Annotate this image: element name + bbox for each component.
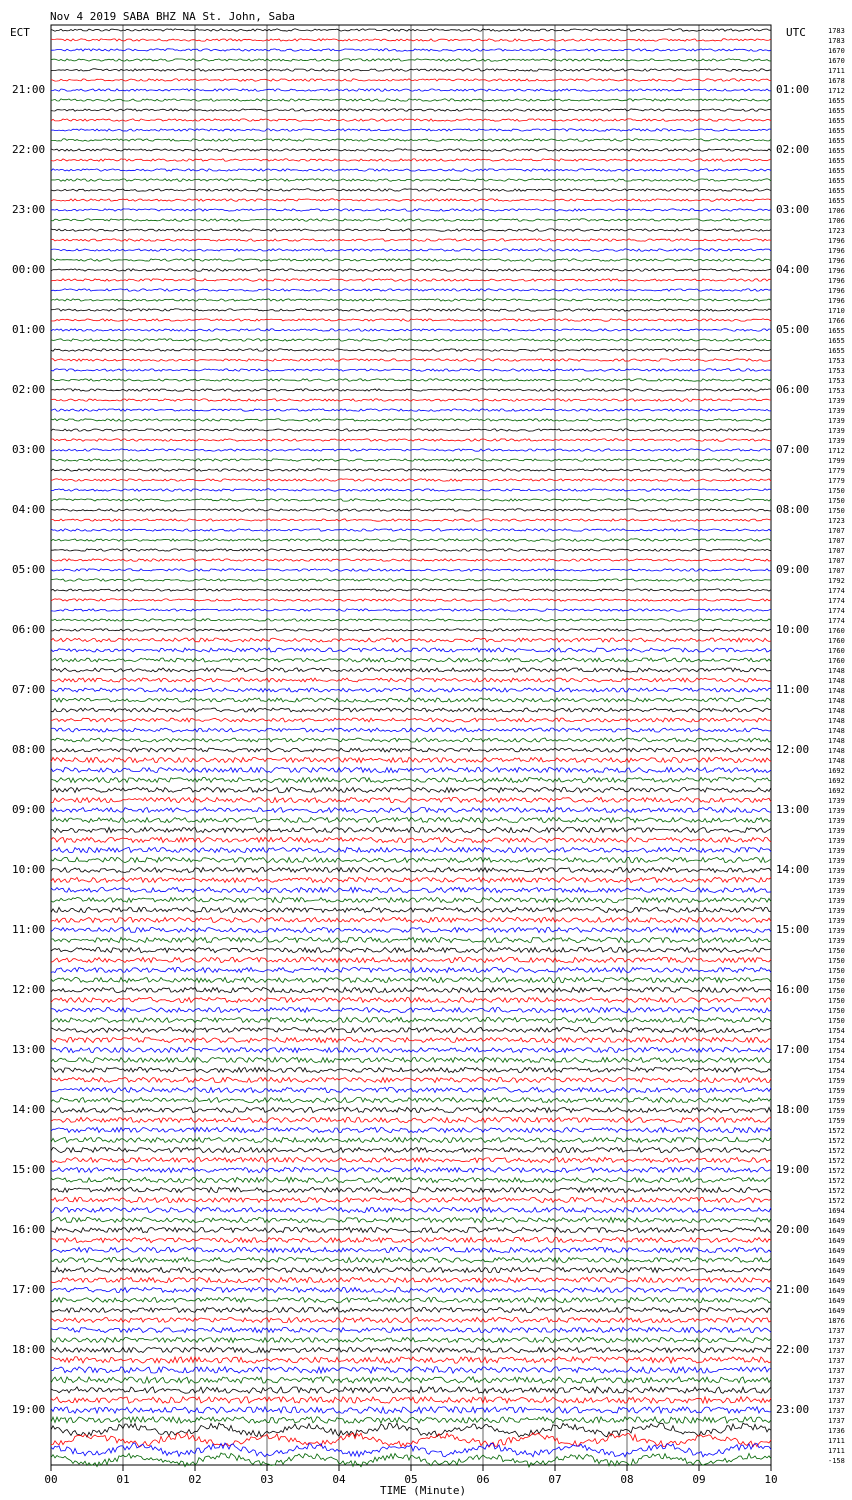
right-hour-label: 15:00 <box>776 923 810 936</box>
trace-scale-label: 1739 <box>828 827 845 835</box>
trace-scale-label: 1748 <box>828 717 845 725</box>
left-hour-label: 17:00 <box>12 1283 46 1296</box>
trace-scale-label: 1739 <box>828 817 845 825</box>
trace-scale-label: 1750 <box>828 507 845 515</box>
trace-scale-label: 1737 <box>828 1377 845 1385</box>
trace-scale-label: 1707 <box>828 557 845 565</box>
trace-scale-label: 1655 <box>828 97 845 105</box>
trace-scale-label: 1692 <box>828 777 845 785</box>
trace-scale-label: -158 <box>828 1457 845 1465</box>
left-hour-label: 15:00 <box>12 1163 46 1176</box>
trace-scale-label: 1792 <box>828 577 845 585</box>
trace-scale-label: 1739 <box>828 397 845 405</box>
trace-scale-label: 1572 <box>828 1127 845 1135</box>
left-hour-label: 04:00 <box>12 503 46 516</box>
trace-scale-label: 1779 <box>828 467 845 475</box>
trace-scale-label: 1655 <box>828 347 845 355</box>
trace-scale-label: 1739 <box>828 887 845 895</box>
left-hour-label: 21:00 <box>12 83 46 96</box>
left-hour-labels <box>12 83 45 1416</box>
trace-scale-label: 1737 <box>828 1337 845 1345</box>
left-hour-label: 05:00 <box>12 563 46 576</box>
trace-scale-label: 1736 <box>828 1427 845 1435</box>
right-timezone-label: UTC <box>786 26 806 39</box>
trace-scale-label: 1750 <box>828 977 845 985</box>
trace-scale-label: 1737 <box>828 1357 845 1365</box>
trace-scale-label: 1692 <box>828 767 845 775</box>
trace-scale-label: 1655 <box>828 167 845 175</box>
x-tick-label: 06 <box>476 1473 490 1486</box>
trace-scale-label: 1739 <box>828 897 845 905</box>
trace-scale-label: 1711 <box>828 1437 845 1445</box>
trace-scale-label: 1655 <box>828 337 845 345</box>
trace-scale-label: 1655 <box>828 327 845 335</box>
trace-scale-label: 1655 <box>828 197 845 205</box>
trace-scale-label: 1572 <box>828 1137 845 1145</box>
trace-scale-label: 1739 <box>828 407 845 415</box>
trace-scale-label: 1649 <box>828 1227 845 1235</box>
left-hour-label: 16:00 <box>12 1223 46 1236</box>
trace-scale-label: 1655 <box>828 107 845 115</box>
trace-scale-label: 1754 <box>828 1047 845 1055</box>
trace-scale-label: 1750 <box>828 967 845 975</box>
left-hour-label: 11:00 <box>12 923 46 936</box>
trace-scale-label: 1572 <box>828 1157 845 1165</box>
trace-scale-label: 1774 <box>828 597 845 605</box>
trace-scale-label: 1737 <box>828 1407 845 1415</box>
trace-scale-label: 1760 <box>828 657 845 665</box>
trace-scale-label: 1799 <box>828 457 845 465</box>
right-hour-label: 13:00 <box>776 803 810 816</box>
left-hour-label: 10:00 <box>12 863 46 876</box>
trace-scale-label: 1739 <box>828 907 845 915</box>
trace-scale-label: 1748 <box>828 697 845 705</box>
right-hour-label: 10:00 <box>776 623 810 636</box>
trace-scale-label: 1692 <box>828 787 845 795</box>
trace-scale-label: 1766 <box>828 317 845 325</box>
trace-scale-label: 1706 <box>828 207 845 215</box>
trace-scale-label: 1739 <box>828 937 845 945</box>
right-hour-label: 23:00 <box>776 1403 810 1416</box>
x-tick-label: 01 <box>116 1473 130 1486</box>
trace-scale-label: 1739 <box>828 927 845 935</box>
trace-scale-label: 1737 <box>828 1367 845 1375</box>
trace-scale-label: 1649 <box>828 1257 845 1265</box>
x-axis-ticks <box>44 1465 777 1486</box>
trace-scale-label: 1750 <box>828 487 845 495</box>
trace-scale-label: 1739 <box>828 837 845 845</box>
left-hour-label: 23:00 <box>12 203 46 216</box>
left-hour-label: 08:00 <box>12 743 46 756</box>
left-hour-label: 07:00 <box>12 683 46 696</box>
trace-scale-label: 1649 <box>828 1237 845 1245</box>
trace-scale-label: 1670 <box>828 47 845 55</box>
trace-scale-label: 1774 <box>828 617 845 625</box>
trace-scale-label: 1774 <box>828 607 845 615</box>
trace-scale-label: 1655 <box>828 147 845 155</box>
right-hour-label: 12:00 <box>776 743 810 756</box>
x-tick-label: 02 <box>188 1473 202 1486</box>
left-hour-label: 22:00 <box>12 143 46 156</box>
trace-scale-label: 1796 <box>828 277 845 285</box>
trace-scale-label: 1572 <box>828 1197 845 1205</box>
trace-scale-label: 1739 <box>828 417 845 425</box>
trace-scale-label: 1572 <box>828 1147 845 1155</box>
trace-scale-label: 1750 <box>828 947 845 955</box>
left-hour-label: 01:00 <box>12 323 46 336</box>
right-hour-label: 20:00 <box>776 1223 810 1236</box>
trace-scale-label: 1739 <box>828 847 845 855</box>
trace-scale-label: 1649 <box>828 1307 845 1315</box>
trace-scale-label: 1649 <box>828 1277 845 1285</box>
trace-scale-label: 1678 <box>828 77 845 85</box>
right-hour-label: 14:00 <box>776 863 810 876</box>
trace-scale-label: 1739 <box>828 917 845 925</box>
trace-scale-label: 1655 <box>828 177 845 185</box>
trace-scale-label: 1655 <box>828 187 845 195</box>
left-hour-label: 14:00 <box>12 1103 46 1116</box>
trace-scale-label: 1737 <box>828 1397 845 1405</box>
trace-scale-label: 1754 <box>828 1057 845 1065</box>
trace-scale-label: 1712 <box>828 87 845 95</box>
trace-scale-label: 1753 <box>828 377 845 385</box>
trace-scale-label: 1753 <box>828 357 845 365</box>
trace-scale-label: 1796 <box>828 287 845 295</box>
trace-scale-label: 1739 <box>828 807 845 815</box>
trace-scale-label: 1876 <box>828 1317 845 1325</box>
trace-scale-label: 1739 <box>828 857 845 865</box>
right-hour-label: 21:00 <box>776 1283 810 1296</box>
trace-scale-label: 1754 <box>828 1067 845 1075</box>
trace-scale-label: 1774 <box>828 587 845 595</box>
trace-scale-label: 1707 <box>828 537 845 545</box>
trace-scale-label: 1796 <box>828 257 845 265</box>
trace-scale-label: 1754 <box>828 1037 845 1045</box>
trace-scale-label: 1707 <box>828 547 845 555</box>
x-tick-label: 09 <box>692 1473 706 1486</box>
trace-scale-label: 1712 <box>828 447 845 455</box>
trace-scale-label: 1655 <box>828 137 845 145</box>
trace-scale-label: 1748 <box>828 677 845 685</box>
left-hour-label: 18:00 <box>12 1343 46 1356</box>
x-tick-label: 03 <box>260 1473 274 1486</box>
chart-title: Nov 4 2019 SABA BHZ NA St. John, Saba <box>50 10 296 23</box>
right-hour-label: 11:00 <box>776 683 810 696</box>
right-hour-label: 09:00 <box>776 563 810 576</box>
trace-scale-label: 1750 <box>828 987 845 995</box>
right-hour-label: 02:00 <box>776 143 810 156</box>
trace-scale-label: 1737 <box>828 1347 845 1355</box>
trace-scale-label: 1737 <box>828 1327 845 1335</box>
trace-scale-label: 1737 <box>828 1387 845 1395</box>
trace-scale-label: 1750 <box>828 497 845 505</box>
left-hour-label: 06:00 <box>12 623 46 636</box>
trace-scale-label: 1759 <box>828 1087 845 1095</box>
x-tick-label: 00 <box>44 1473 58 1486</box>
trace-scale-label: 1796 <box>828 247 845 255</box>
trace-scale-label: 1748 <box>828 757 845 765</box>
trace-scale-label: 1707 <box>828 567 845 575</box>
left-hour-label: 03:00 <box>12 443 46 456</box>
trace-scale-label: 1796 <box>828 237 845 245</box>
trace-scale-label: 1649 <box>828 1247 845 1255</box>
trace-scale-label: 1796 <box>828 267 845 275</box>
trace-scale-label: 1748 <box>828 707 845 715</box>
trace-scale-label: 1739 <box>828 797 845 805</box>
left-hour-label: 19:00 <box>12 1403 46 1416</box>
trace-scale-label: 1760 <box>828 637 845 645</box>
right-hour-label: 01:00 <box>776 83 810 96</box>
right-hour-label: 03:00 <box>776 203 810 216</box>
trace-scale-label: 1572 <box>828 1177 845 1185</box>
trace-scale-label: 1748 <box>828 747 845 755</box>
x-tick-label: 07 <box>548 1473 562 1486</box>
x-tick-label: 04 <box>332 1473 346 1486</box>
trace-scale-label: 1753 <box>828 367 845 375</box>
trace-scale-label: 1754 <box>828 1027 845 1035</box>
trace-scale-label: 1694 <box>828 1207 845 1215</box>
right-hour-labels <box>776 83 809 1416</box>
trace-scale-label: 1759 <box>828 1117 845 1125</box>
right-hour-label: 05:00 <box>776 323 810 336</box>
trace-scale-label: 1655 <box>828 127 845 135</box>
trace-scale-label: 1748 <box>828 737 845 745</box>
right-hour-label: 06:00 <box>776 383 810 396</box>
right-hour-label: 18:00 <box>776 1103 810 1116</box>
trace-scale-label: 1572 <box>828 1187 845 1195</box>
trace-scale-label: 1750 <box>828 1007 845 1015</box>
trace-scale-label: 1649 <box>828 1217 845 1225</box>
trace-scale-labels <box>828 27 845 1465</box>
trace-scale-label: 1739 <box>828 437 845 445</box>
trace-scale-label: 1748 <box>828 667 845 675</box>
trace-scale-label: 1760 <box>828 627 845 635</box>
trace-scale-label: 1649 <box>828 1267 845 1275</box>
right-hour-label: 04:00 <box>776 263 810 276</box>
right-hour-label: 07:00 <box>776 443 810 456</box>
x-tick-label: 10 <box>764 1473 778 1486</box>
x-axis-label: TIME (Minute) <box>380 1484 467 1497</box>
right-hour-label: 22:00 <box>776 1343 810 1356</box>
left-hour-label: 13:00 <box>12 1043 46 1056</box>
x-tick-label: 08 <box>620 1473 634 1486</box>
trace-scale-label: 1572 <box>828 1167 845 1175</box>
trace-scale-label: 1759 <box>828 1077 845 1085</box>
trace-scale-label: 1655 <box>828 157 845 165</box>
trace-scale-label: 1750 <box>828 957 845 965</box>
trace-scale-label: 1750 <box>828 997 845 1005</box>
trace-scale-label: 1796 <box>828 297 845 305</box>
trace-scale-label: 1748 <box>828 727 845 735</box>
right-hour-label: 17:00 <box>776 1043 810 1056</box>
trace-scale-label: 1779 <box>828 477 845 485</box>
trace-scale-label: 1723 <box>828 227 845 235</box>
trace-scale-label: 1783 <box>828 27 845 35</box>
x-tick-label: 05 <box>404 1473 418 1486</box>
trace-scale-label: 1706 <box>828 217 845 225</box>
trace-scale-label: 1670 <box>828 57 845 65</box>
trace-scale-label: 1707 <box>828 527 845 535</box>
trace-scale-label: 1750 <box>828 1017 845 1025</box>
trace-scale-label: 1710 <box>828 307 845 315</box>
left-hour-label: 09:00 <box>12 803 46 816</box>
trace-scale-label: 1737 <box>828 1417 845 1425</box>
trace-scale-label: 1739 <box>828 877 845 885</box>
right-hour-label: 16:00 <box>776 983 810 996</box>
trace-scale-label: 1760 <box>828 647 845 655</box>
trace-scale-label: 1739 <box>828 867 845 875</box>
trace-scale-label: 1649 <box>828 1297 845 1305</box>
left-hour-label: 12:00 <box>12 983 46 996</box>
left-timezone-label: ECT <box>10 26 30 39</box>
right-hour-label: 08:00 <box>776 503 810 516</box>
right-hour-label: 19:00 <box>776 1163 810 1176</box>
trace-scale-label: 1711 <box>828 1447 845 1455</box>
trace-scale-label: 1655 <box>828 117 845 125</box>
trace-scale-label: 1739 <box>828 427 845 435</box>
trace-scale-label: 1759 <box>828 1097 845 1105</box>
left-hour-label: 02:00 <box>12 383 46 396</box>
left-hour-label: 00:00 <box>12 263 46 276</box>
trace-scale-label: 1711 <box>828 67 845 75</box>
trace-scale-label: 1748 <box>828 687 845 695</box>
trace-scale-label: 1723 <box>828 517 845 525</box>
trace-scale-label: 1753 <box>828 387 845 395</box>
trace-scale-label: 1759 <box>828 1107 845 1115</box>
trace-scale-label: 1783 <box>828 37 845 45</box>
trace-scale-label: 1649 <box>828 1287 845 1295</box>
